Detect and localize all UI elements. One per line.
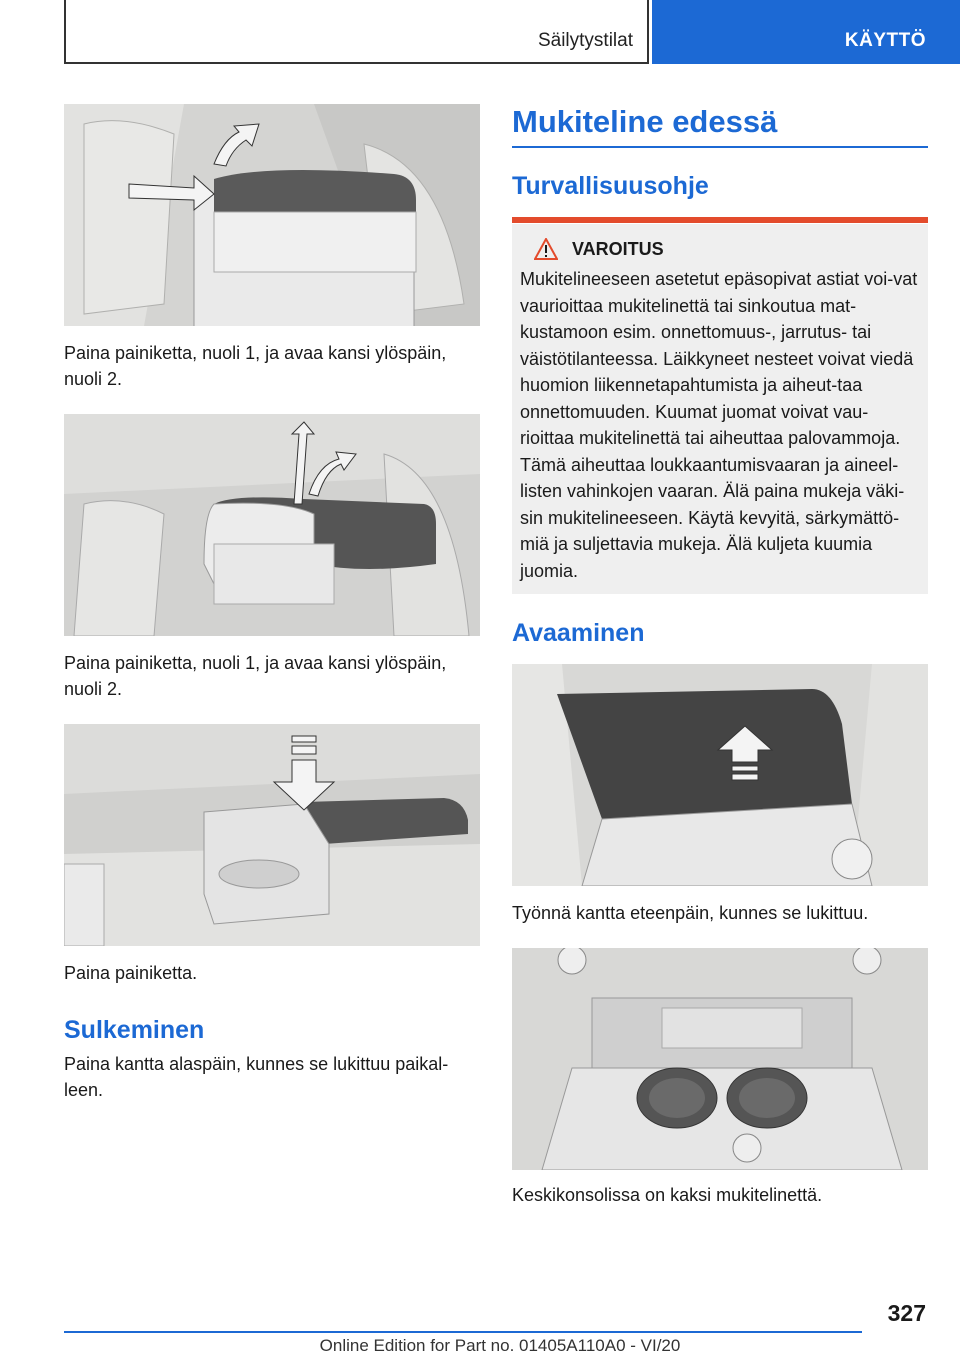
opening-heading: Avaaminen — [512, 619, 645, 647]
footer-edition: Online Edition for Part no. 01405A110A0 - VI/20 — [319, 1336, 681, 1355]
console-cover-push-illustration — [512, 664, 928, 886]
warning-label: VAROITUS — [572, 238, 664, 259]
closing-heading: Sulkeminen — [64, 1016, 205, 1044]
header-chapter-tab: KÄYTTÖ — [652, 0, 960, 64]
figure-5-caption: Keskikonsolissa on kaksi mukitelinettä. — [512, 1185, 823, 1205]
header-section-title: Säilytystilat — [537, 30, 633, 51]
armrest-open-arrows-illustration — [64, 104, 480, 326]
armrest-press-down-illustration — [64, 724, 480, 946]
closing-text: Paina kantta alaspäin, kunnes se lukittuu paikal-leen. — [64, 1054, 449, 1100]
header-section-box — [64, 0, 649, 64]
warning-box — [512, 224, 928, 594]
page-number: 327 — [887, 1300, 926, 1326]
page-title: Mukiteline edessä — [512, 104, 928, 148]
cupholders-illustration — [512, 948, 928, 1170]
figure-2-caption: Paina painiketta, nuoli 1, ja avaa kansi ylöspäin, nuoli 2. — [64, 653, 447, 699]
footer-rule — [64, 1331, 862, 1333]
warning-title — [520, 238, 922, 260]
figure-4-caption: Työnnä kantta eteenpäin, kunnes se lukittuu. — [512, 903, 869, 923]
figure-1-caption: Paina painiketta, nuoli 1, ja avaa kansi ylöspäin, nuoli 2. — [64, 343, 447, 389]
figure-console-cover — [512, 664, 928, 886]
warning-text: Mukitelineeseen asetetut epäsopivat astiat voi-vat vaurioittaa mukitelinettä tai sinkoutua mat-kustamoon esim. onnettomuus-, jarrutus- tai väistötilanteessa. Läikkyneet nesteet voivat viedä huomion liikennetapahtumista ja aiheut-taa onnettomuuden. Kuumat juomat voivat vau-rioittaa mukitelinettä tai aiheuttaa palovammoja. Tämä aiheuttaa loukkaantumisvaaran ja aineel-listen vahinkojen vaaran. Älä paina mukeja väki-sin mukitelineeseen. Käytä kevyitä, särkymättö-miä ja suljettavia mukeja. Älä kuljeta kuumia juomia. — [520, 269, 918, 581]
figure-armrest-lid — [64, 414, 480, 636]
figure-3-caption: Paina painiketta. — [64, 963, 198, 983]
figure-cupholders — [512, 948, 928, 1170]
figure-armrest-open — [64, 104, 480, 326]
safety-heading: Turvallisuusohje — [512, 172, 928, 223]
figure-armrest-press — [64, 724, 480, 946]
armrest-lid-arrows-illustration — [64, 414, 480, 636]
warning-triangle-icon — [534, 238, 558, 260]
